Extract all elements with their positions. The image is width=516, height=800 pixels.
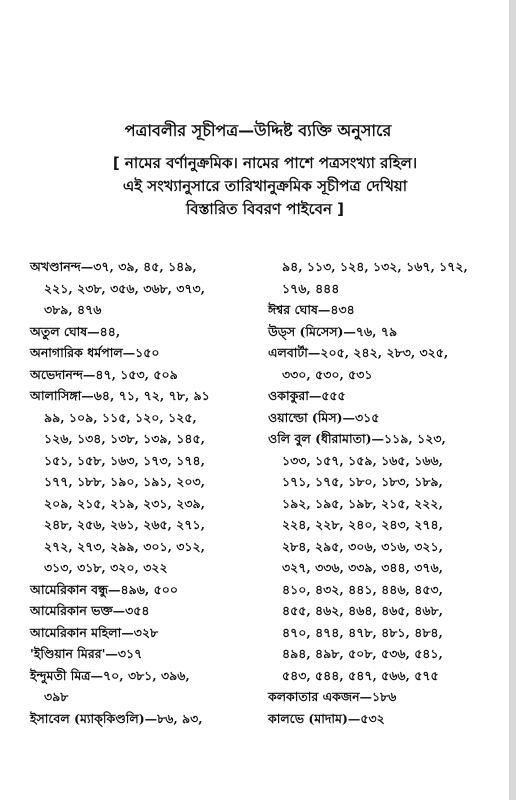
index-entry (268, 428, 508, 686)
entry-page-numbers: ৯৯, ১০৯, ১১৫, ১২০, ১২৫, (44, 409, 197, 425)
entry-page-numbers: ৩৯৮ (44, 689, 69, 704)
note-line: বিস্তারিত বিবরণ পাইবেন ] (185, 200, 345, 218)
entry-name-line: আমেরিকান ভক্ত—৩৫৪ (30, 603, 150, 618)
note-line: [ নামের বর্ণানুক্রমিক। নামের পাশে পত্রসংখ্যা রহিল। (112, 154, 418, 172)
entry-name-line: অখণ্ডানন্দ—৩৭, ৩৯, ৪৫, ১৪৯, (30, 259, 197, 274)
entry-page-numbers: ২০৯, ২১৫, ২১৯, ২৩১, ২৩৯, (44, 495, 205, 511)
entry-page-numbers: ১৩৩, ১৫৭, ১৫৯, ১৬৫, ১৬৬, (282, 452, 443, 468)
entry-page-numbers: ১৫১, ১৫৮, ১৬৩, ১৭৩, ১৭৪, (44, 452, 205, 468)
entry-name-line: ওকাকুরা—৫৫৫ (268, 388, 346, 403)
entry-page-numbers: ৩৩০, ৫৩০, ৫৩১ (282, 366, 373, 382)
entry-page-numbers: ২২১, ২৩৮, ৩৫৬, ৩৬৮, ৩৭৩, (44, 280, 206, 296)
index-entry (30, 665, 268, 708)
index-entry (30, 600, 268, 622)
entry-name-line: আমেরিকান বন্ধু—৪৯৬, ৫০০ (30, 581, 178, 597)
entry-page-numbers: ১৭৬, ৪৪৪ (282, 280, 340, 296)
entry-name-line: অতুল ঘোষ—৪৪, (30, 323, 121, 339)
index-entry (268, 321, 508, 343)
entry-name-line: অনাগারিক ধর্মপাল—১৫০ (30, 345, 160, 360)
index-entry (268, 407, 508, 429)
index-entry (30, 579, 268, 601)
entry-page-numbers: ৩১৩, ৩১৮, ৩২০, ৩২২ (44, 560, 168, 575)
entry-name-line: অভেদানন্দ—৪৭, ১৫৩, ৫০৯ (30, 366, 178, 382)
entry-page-numbers: ৩২৭, ৩৩৬, ৩৩৯, ৩৪৪, ৩৭৬, (282, 560, 444, 575)
index-entry (268, 708, 508, 730)
entry-page-numbers: ৪৫৫, ৪৬২, ৪৬৪, ৪৬৫, ৪৬৮, (282, 603, 443, 618)
entry-name-line: ওলি বুল (ধীরামাতা)—১১৯, ১২৩, (268, 431, 446, 446)
index-note (30, 152, 500, 221)
entry-name-line: 'ইণ্ডিয়ান মিরর'—৩১৭ (30, 646, 143, 661)
entry-name-line: ৯৪, ১১৩, ১২৪, ১৩২, ১৬৭, ১৭২, (282, 259, 468, 274)
index-entry (268, 342, 508, 385)
index-entry (30, 256, 268, 321)
index-entry (30, 385, 268, 579)
entry-name-line: আলাসিঙ্গা—৬৪, ৭১, ৭২, ৭৮, ৯১ (30, 388, 210, 403)
entry-page-numbers: ৪৭০, ৪৭৪, ৪৭৮, ৪৮১, ৪৮৪, (282, 624, 443, 640)
entry-page-numbers: ২২৪, ২২৮, ২৪০, ২৪৩, ২৭৪, (282, 517, 443, 532)
index-column-right (268, 256, 508, 729)
index-entry (268, 256, 508, 299)
entry-name-line: ইন্দুমতী মিত্র—৭০, ৩৮১, ৩৯৬, (30, 667, 190, 683)
entry-page-numbers: ৪১০, ৪৩২, ৪৪১, ৪৪৬, ৪৫৩, (282, 581, 443, 597)
entry-name-line: ঈশ্বর ঘোষ—৪৩৪ (268, 302, 355, 317)
index-entry (30, 622, 268, 644)
index-column-left (30, 256, 268, 729)
index-entry (268, 299, 508, 321)
index-heading: পত্রাবলীর সূচীপত্র—উদ্দিষ্ট ব্যক্তি অনুসারে (124, 121, 392, 140)
entry-name-line: কালভে (মাদাম)—৫৩২ (268, 710, 385, 726)
index-entry (30, 364, 268, 386)
entry-name-line: ইসাবেল (ম্যাক্‌কিণ্ডলি)—৮৬, ৯৩, (30, 710, 203, 726)
index-entry (268, 686, 508, 708)
entry-name-line: আমেরিকান মহিলা—৩২৮ (30, 624, 159, 640)
note-line: এই সংখ্যানুসারে তারিখানুক্রমিক সূচীপত্র দেখিয়া (122, 177, 408, 195)
entry-name-line: এলবার্টা—২০৫, ২৪২, ২৮৩, ৩২৫, (268, 345, 449, 360)
entry-page-numbers: ২৪৮, ২৫৬, ২৬১, ২৬৫, ২৭১, (44, 517, 205, 532)
entry-page-numbers: ৩৮৯, ৪৭৬ (44, 302, 102, 317)
index-entry (30, 708, 268, 730)
entry-page-numbers: ১৭১, ১৭৫, ১৮০, ১৮৩, ১৮৯, (282, 474, 443, 489)
entry-page-numbers: ২৮৪, ২৯৫, ৩০৬, ৩১৬, ৩২১, (282, 538, 443, 554)
entry-page-numbers: ৫৪৩, ৫৪৪, ৫৪৭, ৫৬৬, ৫৭৫ (282, 667, 439, 683)
index-entry (30, 321, 268, 343)
entry-page-numbers: ১৯২, ১৯৫, ১৯৮, ২১৫, ২২২, (282, 495, 443, 511)
entry-name-line: কলকাতার একজন—১৮৬ (268, 689, 397, 704)
entry-name-line: উড্‌স (মিসেস)—৭৬, ৭৯ (268, 323, 398, 339)
entry-page-numbers: ২৭২, ২৭৩, ২৯৯, ৩০১, ৩১২, (44, 538, 206, 554)
entry-name-line: ওয়াল্ডো (মিস)—৩১৫ (268, 409, 380, 425)
entry-page-numbers: ৪৯৪, ৪৯৮, ৫০৮, ৫৩৬, ৫৪১, (282, 646, 443, 661)
index-entry (268, 385, 508, 407)
index-entry (30, 643, 268, 665)
index-entry (30, 342, 268, 364)
entry-page-numbers: ১২৬, ১৩৪, ১৩৮, ১৩৯, ১৪৫, (44, 431, 205, 446)
entry-page-numbers: ১৭৭, ১৮৮, ১৯০, ১৯১, ২০৩, (44, 474, 205, 489)
